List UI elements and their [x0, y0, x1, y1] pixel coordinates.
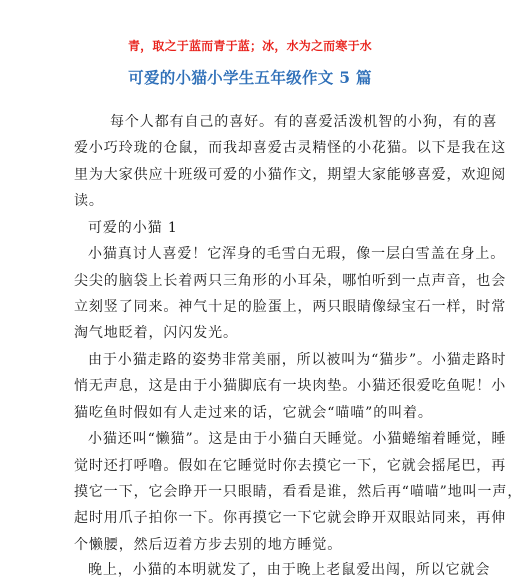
paragraph-line: 尖尖的脑袋上长着两只三角形的小耳朵，哪怕听到一点声音，也会	[74, 273, 507, 289]
page-title: 可爱的小猫小学生五年级作文 5 篇	[128, 68, 372, 87]
intro-line-3: 里为大家供应十班级可爱的小猫作文，期望大家能够喜爱，欢迎阅	[74, 167, 507, 183]
paragraph-line: 小猫真讨人喜爱！它浑身的毛雪白无瑕，像一层白雪盖在身上。	[88, 246, 506, 262]
paragraph-line: 猫吃鱼时假如有人走过来的话，它就会“喵喵”的叫着。	[74, 405, 433, 421]
motto-header: 青，取之于蓝而青于蓝；冰，水为之而寒于水	[127, 39, 372, 53]
paragraph-line-cut: 晚上，小猫的本明就发了，由于晚上老鼠爱出闯，所以它就会	[88, 562, 491, 578]
paragraph-line: 小猫还叫“懒猫”。这是由于小猫白天睡觉。小猫蜷缩着睡觉，睡	[88, 431, 507, 447]
paragraph-line: 立刻竖了同来。神气十足的脸蛋上，两只眼睛像绿宝石一样，时常	[74, 299, 507, 315]
intro-line-4: 读。	[74, 193, 104, 209]
paragraph-line: 起时用爪子拍你一下。你再摸它一下它就会睁开双眼站同来，再伸	[74, 510, 507, 526]
paragraph-line: 悄无声息，这是由于小猫脚底有一块肉垫。小猫还很爱吃鱼呢！小	[74, 378, 507, 394]
paragraph-line: 个懒腰，然后迈着方步去别的地方睡觉。	[74, 537, 343, 553]
section-heading: 可爱的小猫 1	[88, 220, 178, 236]
paragraph-line: 摸它一下，它会睁开一只眼睛，看看是谁，然后再“喵喵”地叫一声，	[74, 484, 522, 500]
intro-line-2: 爱小巧玲珑的仓鼠，而我却喜爱古灵精怪的小花猫。以下是我在这	[74, 140, 507, 156]
intro-line-1: 每个人都有自己的喜好。有的喜爱活泼机智的小狗，有的喜	[110, 114, 498, 130]
paragraph-line: 淘气地眨着，闪闪发光。	[74, 325, 238, 341]
paragraph-line: 由于小猫走路的姿势非常美丽，所以被叫为“猫步”。小猫走路时	[88, 352, 507, 368]
paragraph-line: 觉时还打呼噜。假如在它睡觉时你去摸它一下，它就会摇尾巴，再	[74, 458, 507, 474]
